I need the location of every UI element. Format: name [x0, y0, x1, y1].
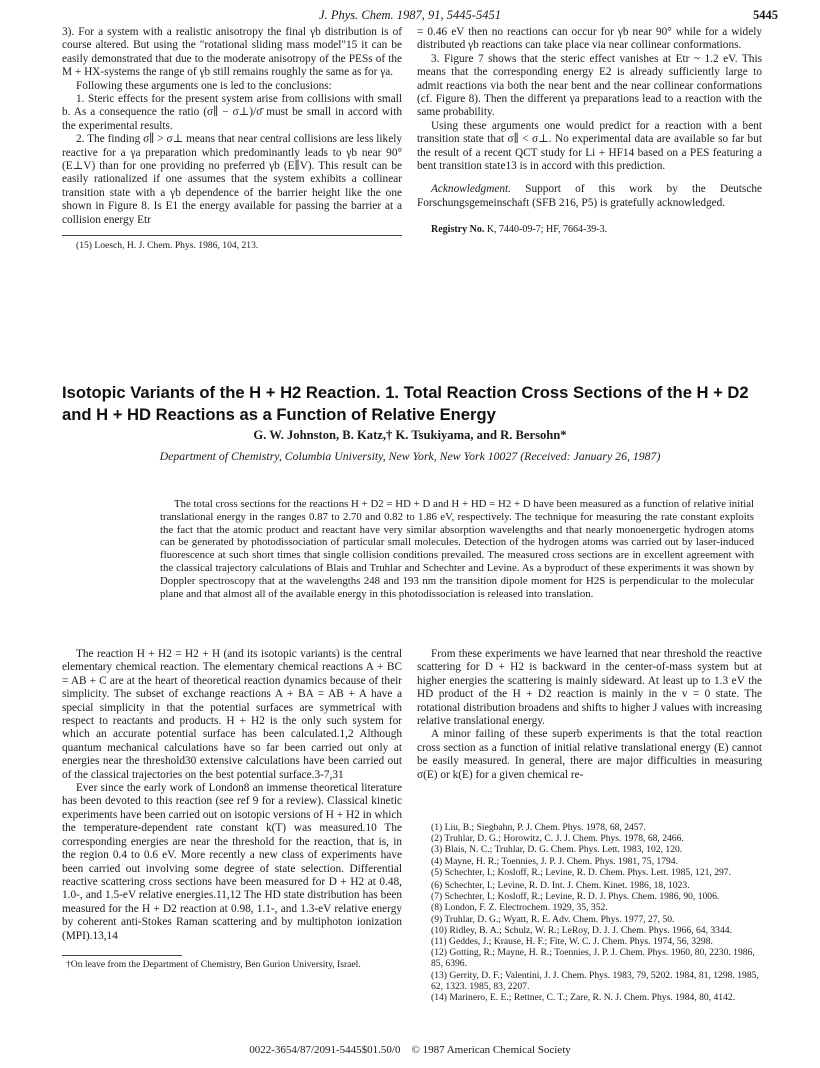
journal-volume: 1987, 91, 5445-5451 [396, 8, 501, 22]
body-left-column [62, 648, 402, 970]
previous-article-right-column [417, 26, 762, 237]
reference-item: (6) Schechter, I.; Levine, R. D. Int. J. Chem. Kinet. 1986, 18, 1023. [431, 880, 690, 892]
footnote: (15) Loesch, H. J. Chem. Phys. 1986, 104, 213. [76, 240, 259, 252]
paragraph: 3. Figure 7 shows that the steric effect vanishes at Etr ~ 1.2 eV. This means that the corresponding energy E2 is already sufficiently large to admit reactions via both the near bent and the near collinear conformations (cf. Figure 8). Then the different γa preparations lead to a reaction with the same probability. [417, 52, 762, 119]
reference-item: (5) Schechter, I.; Kosloff, R.; Levine, R. D. Chem. Phys. Lett. 1985, 121, 297. [431, 866, 732, 878]
author-footnote: †On leave from the Department of Chemistry, Ben Gurion University, Israel. [66, 958, 361, 970]
paragraph: A minor failing of these superb experiments is that the total reaction cross section as a function of initial relative translational energy (E) cannot be easily measured. In general, there are major difficulties in measuring σ(E) or k(E) for a given chemical re- [417, 728, 762, 781]
page-footer [0, 1044, 820, 1056]
reference-item: (12) Gotting, R.; Mayne, H. R.; Toennies, J. P. J. Chem. Phys. 1960, 80, 2230. 1986, 85, 6396. [431, 947, 755, 970]
acknowledgment-text: Support of this work by the Deutsche Forschungsgemeinschaft (SFB 216, P5) is gratefully acknowledged. [417, 183, 762, 209]
reference-item: (11) Geddes, J.; Krause, H. F.; Fite, W. C. J. Chem. Phys. 1974, 56, 3298. [431, 936, 713, 948]
paragraph: Ever since the early work of London8 an immense theoretical literature has been devoted to this reaction (see ref 9 for a review). Classical kinetic experiments have been carried out on isotopic versions of H + H2 in which the temperature-dependent rate constant k(T) was measured.10 The corresponding energies are near the threshold for the reaction, that is, in the region 0.4 to 0.6 eV. More recently a new class of experiments have been carried out involving some degree of state selection. Differential reactive scattering cross sections have been measured for D + H2 at 0.48, 1.0-, and 1.5-eV relative energies.11,12 The HD state distribution has been measured for the H + D2 reaction at 0.98, 1.1-, and 1.3-eV relative energy by coherent anti-Stokes Raman scattering and by multiphoton ionization (MPI).13,14 [62, 782, 402, 942]
journal-name: J. Phys. Chem. [319, 8, 394, 22]
paragraph: = 0.46 eV then no reactions can occur for γb near 90° while for a widely distributed γb reactions can take place via near collinear conformations. [417, 26, 762, 52]
previous-article-left-column [62, 26, 402, 252]
reference-item: (13) Gerrity, D. F.; Valentini, J. J. Chem. Phys. 1983, 79, 5202. 1984, 81, 1298. 1985, 62, 1323. 1985, 83, 2207. [431, 969, 759, 992]
acknowledgment-label: Acknowledgment. [431, 183, 511, 196]
issn-code: 0022-3654/87/2091-5445$01.50/0 [249, 1044, 401, 1056]
reference-item: (14) Marinero, E. E.; Rettner, C. T.; Zare, R. N. J. Chem. Phys. 1984, 80, 4142. [431, 992, 736, 1004]
reference-item: (8) London, F. Z. Electrochem. 1929, 35, 352. [431, 902, 608, 914]
article-abstract: The total cross sections for the reactions H + D2 = HD + D and H + HD = H2 + D have been measured as a function of relative initial translational energy in the ranges 0.87 to 2.70 and 0.82 to 1.86 eV, respectively. The technique for measuring the rate constant exploits the fact that the atomic product and reactant have very similar absorption wavelengths and that nearly monoenergetic hydrogen atoms can be generated by photodissociation of particular small molecules. Detection of the hydrogen atoms was carried out by laser-induced fluorescence at such short times that single collision conditions prevailed. The measured cross sections are in excellent agreement with the classical trajectory calculations of Blais and Truhlar and Schechter and Levine. As a byproduct of these experiments it was shown by Doppler spectroscopy that at the wavelengths 248 and 193 nm the transition dipole moment for H2S is perpendicular to the molecular plane and that almost all of the available energy in this photodissociation is released into translation. [160, 498, 754, 600]
acknowledgment [417, 183, 762, 210]
running-header [0, 8, 820, 23]
article-title: Isotopic Variants of the H + H2 Reaction. 1. Total Reaction Cross Sections of the H + D2 and H + HD Reactions as a Function of Relative Energy [62, 383, 749, 424]
paragraph: From these experiments we have learned that near threshold the reactive scattering for D + H2 is backward in the center-of-mass system but at higher energies the scattering is mainly sideward. At least up to 1.3 eV the HD product of the H + D2 reaction is mainly in the v = 0 state. The rotational distribution broadens and shifts to higher J values with increasing relative translational energy. [417, 648, 762, 728]
article-affiliation: Department of Chemistry, Columbia University, New York, New York 10027 (Received: January 26, 1987) [159, 449, 661, 463]
footnote-rule [62, 235, 402, 236]
paragraph: Using these arguments one would predict for a reaction with a bent transition state that σ∥ < σ⊥. No experimental data are available so far but the result of a recent QCT study for Li + HF14 based on a PES featuring a bent transition state13 is in accord with this prediction. [417, 119, 762, 173]
paragraph: 2. The finding σ∥ > σ⊥ means that near central collisions are less likely reactive for a γa preparation which predominantly leads to γb near 90° (E⊥V) than for one providing no preferred γb (E∥V). This result can be easily rationalized if one assumes that the system exhibits a collinear transition state with a γb dependence of the barrier height like the one shown in Figure 8. Is E1 the energy available for passing the barrier at a collision energy Etr [62, 133, 402, 226]
paragraph: 1. Steric effects for the present system arise from collisions with small b. As a consequence the ratio (σ∥ − σ⊥)/σ̄ must be small in accord with the experimental results. [62, 93, 402, 132]
paragraph: Following these arguments one is led to the conclusions: [76, 79, 332, 92]
reference-item: (10) Ridley, B. A.; Schulz, W. R.; LeRoy, D. J. J. Chem. Phys. 1966, 64, 3344. [431, 924, 732, 936]
reference-item: (9) Truhlar, D. G.; Wyatt, R. E. Adv. Chem. Phys. 1977, 27, 50. [431, 913, 675, 925]
reference-item: (1) Liu, B.; Siegbahn, P. J. Chem. Phys. 1978, 68, 2457. [431, 822, 646, 833]
registry-text: K, 7440-09-7; HF, 7664-39-3. [486, 224, 608, 236]
paragraph: The reaction H + H2 = H2 + H (and its isotopic variants) is the central elementary chemical reaction. The elementary chemical reactions A + BC = AB + C are at the heart of theoretical reaction dynamics because of their simplicity. The subset of exchange reactions A + BA = AB + A have a special simplicity in that the potential surfaces are symmetrical with respect to reactants and products. H + H2 is the only such system for which an accurate potential surface has been calculated.1,2 Although quantum mechanical calculations have so far been carried out only at energies near the threshold30 extensive calculations have been carried out of the classical trajectories on the best potential surface.3-7,31 [62, 648, 402, 781]
paragraph: 3). For a system with a realistic anisotropy the final γb distribution is of course altered. But using the "rotational sliding mass model"15 it can be easily demonstrated that due to the moderate anisotropy of the PESs of the M + HX-systems the range of γb still remains roughly the same as for γa. [62, 26, 402, 79]
registry-numbers [417, 223, 762, 236]
footnote-rule [62, 955, 182, 956]
body-right-column [417, 648, 762, 782]
references-list [417, 822, 762, 1003]
article-authors: G. W. Johnston, B. Katz,† K. Tsukiyama, and R. Bersohn* [253, 428, 567, 442]
registry-label: Registry No. [431, 224, 485, 236]
page-number: 5445 [753, 8, 778, 22]
reference-item: (2) Truhlar, D. G.; Horowitz, C. J. J. Chem. Phys. 1978, 68, 2466. [431, 833, 684, 845]
reference-item: (3) Blais, N. C.; Truhlar, D. G. Chem. Phys. Lett. 1983, 102, 120. [431, 844, 683, 856]
copyright: © 1987 American Chemical Society [411, 1044, 571, 1056]
reference-item: (4) Mayne, H. R.; Toennies, J. P. J. Chem. Phys. 1981, 75, 1794. [431, 855, 678, 867]
reference-item: (7) Schechter, I.; Kosloff, R.; Levine, R. D. J. Phys. Chem. 1986, 90, 1006. [431, 891, 720, 903]
